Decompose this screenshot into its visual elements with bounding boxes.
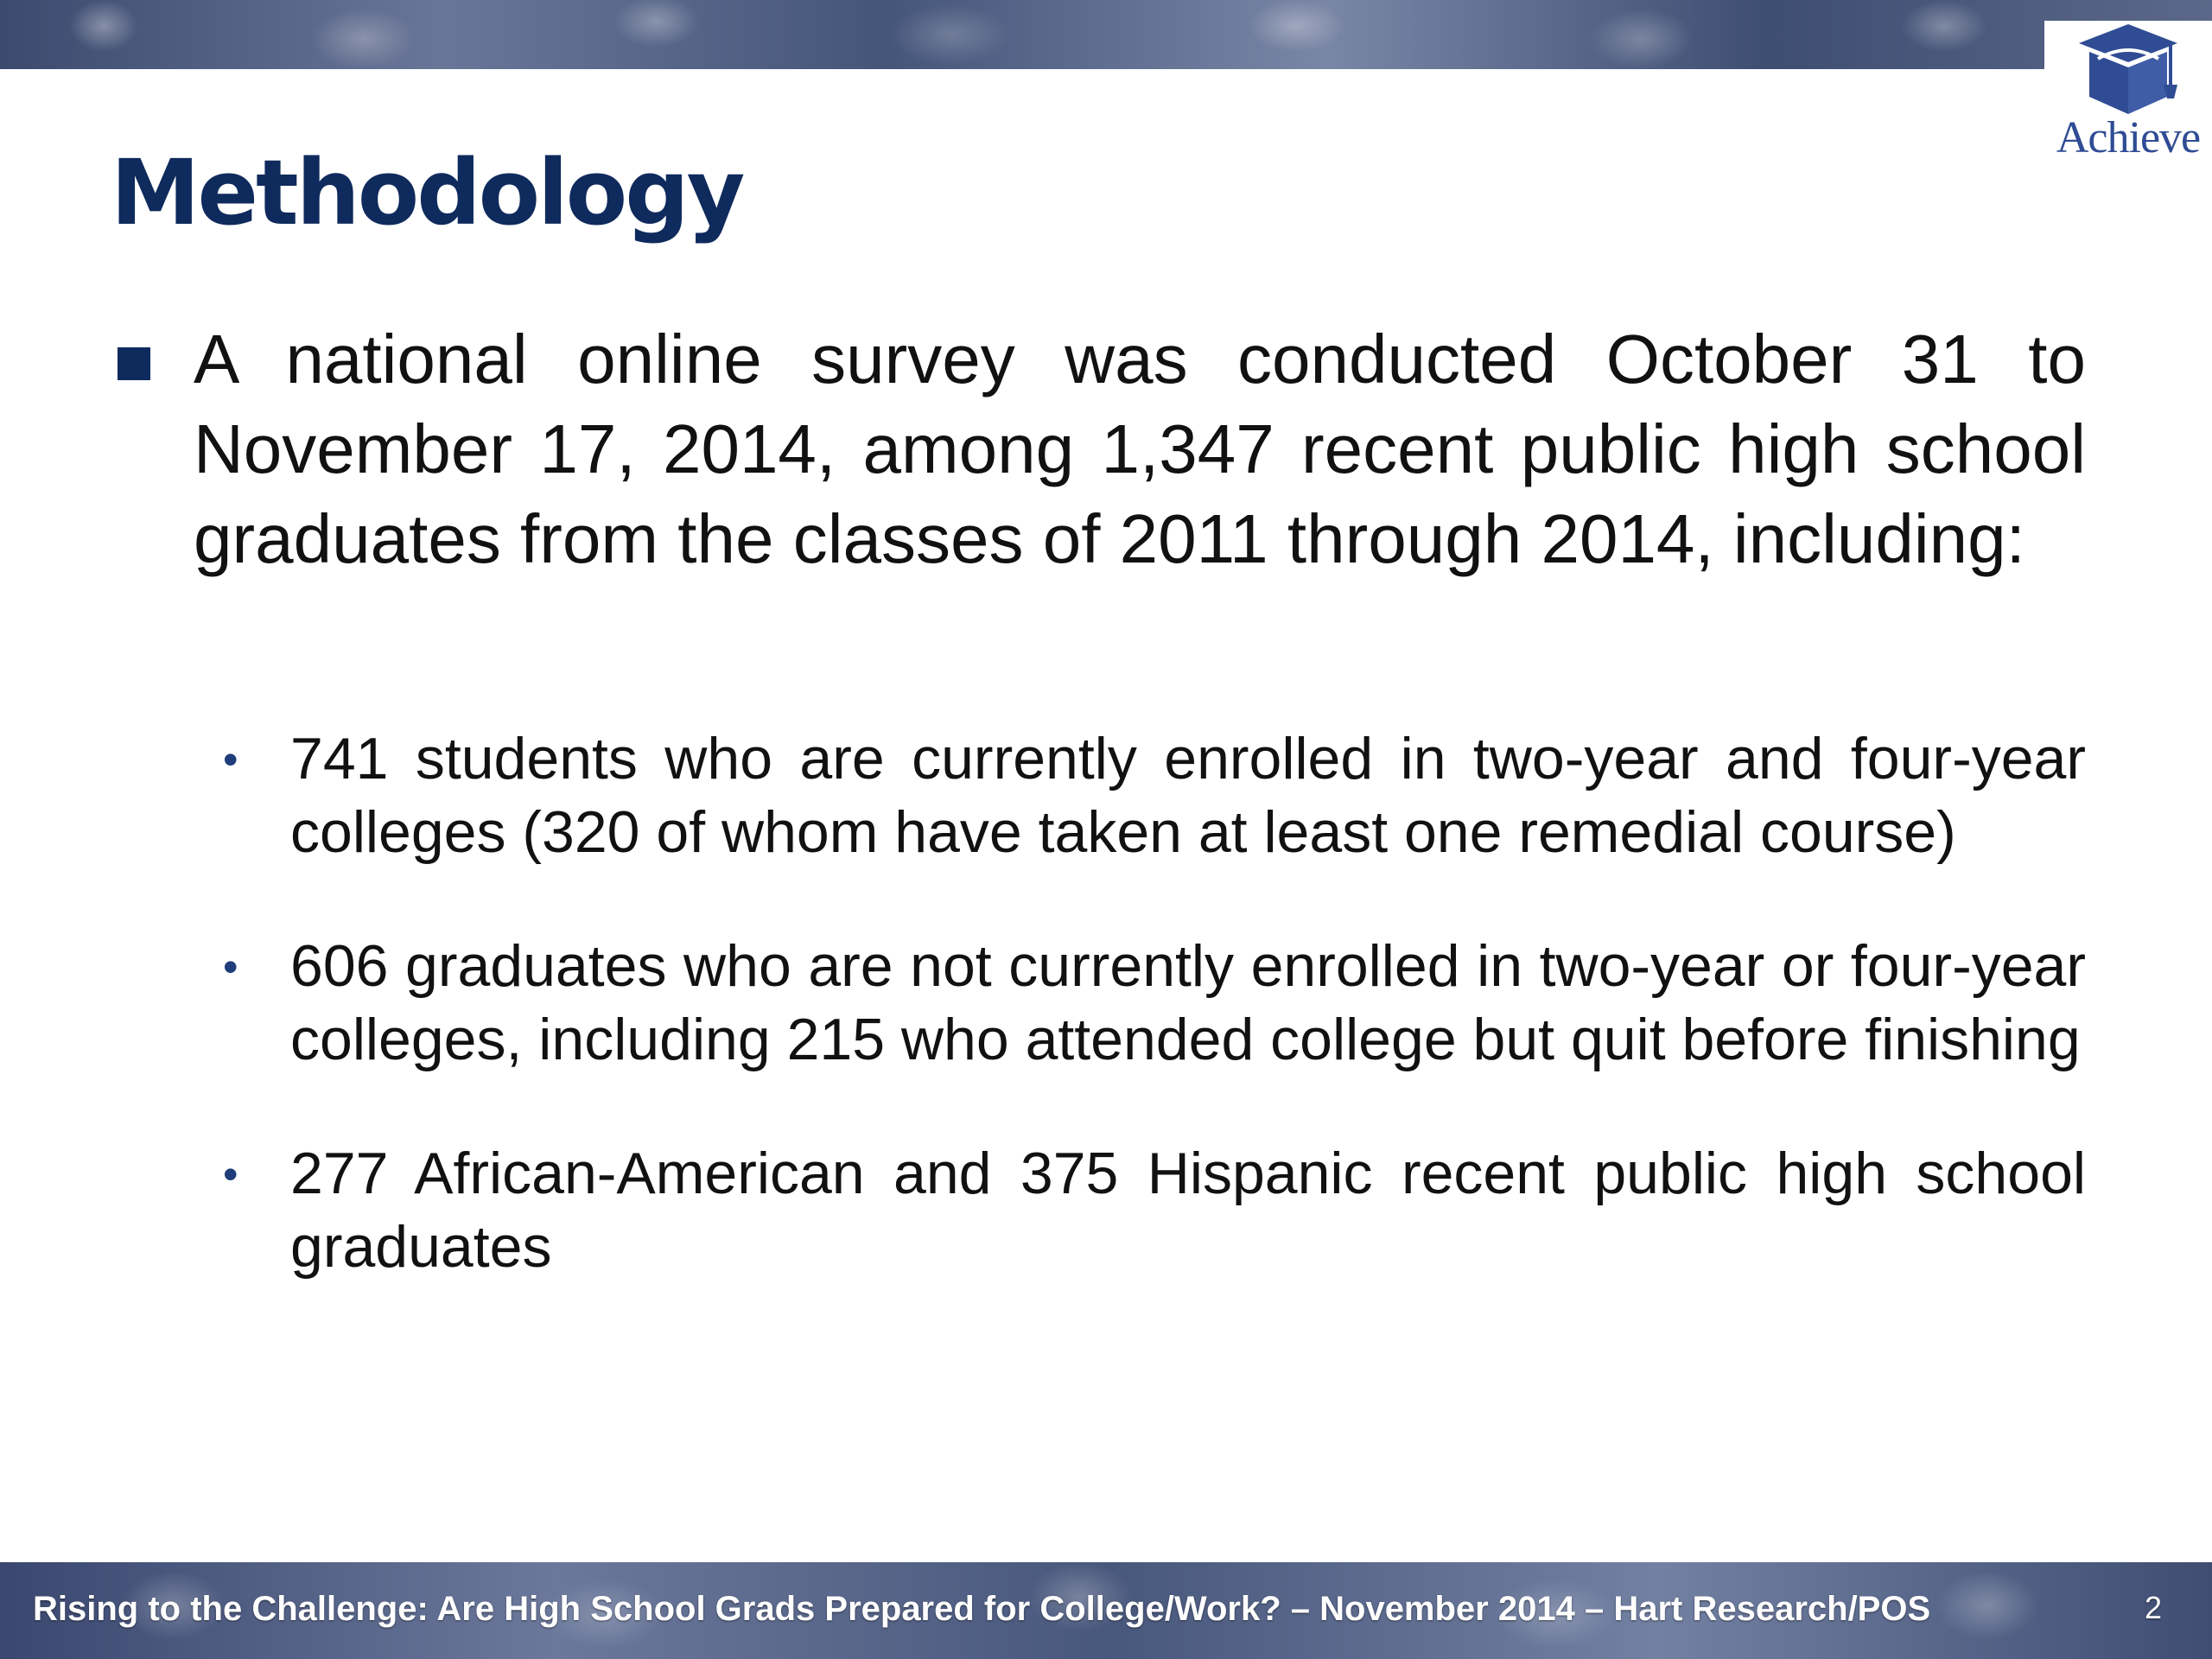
sub-bullet-list [218, 722, 2086, 1344]
bullet-dot-icon: • [223, 735, 238, 784]
list-item [218, 930, 2086, 1077]
list-item [218, 722, 2086, 869]
list-item [218, 1137, 2086, 1284]
bullet-dot-icon: • [223, 1150, 238, 1198]
sub-bullet-text: 277 African-American and 375 Hispanic recent public high school graduates [290, 1141, 2086, 1280]
graduation-cap-cube-icon [2072, 24, 2184, 114]
page-number: 2 [2145, 1590, 2163, 1625]
logo-text: Achieve [2056, 113, 2201, 162]
page-title: Methodology [111, 140, 743, 245]
footer-banner [0, 1562, 2212, 1659]
square-bullet-icon [118, 347, 150, 380]
main-bullet-text: A national online survey was conducted October 31 to November 17, 2014, among 1,347 recent public high school graduates from the classes of 2011 through 2014, including: [194, 321, 2086, 577]
achieve-logo [2044, 21, 2212, 162]
sub-bullet-text: 741 students who are currently enrolled in two-year and four-year colleges (320 of whom have taken at least one remedial course) [290, 726, 2086, 865]
footer-text: Rising to the Challenge: Are High School Grads Prepared for College/Work? – November 2014 – Hart Research/POS [33, 1590, 1931, 1628]
top-photo-banner [0, 0, 2212, 69]
sub-bullet-text: 606 graduates who are not currently enrolled in two-year or four-year colleges, including 215 who attended college but quit before finishing [290, 933, 2086, 1072]
bullet-dot-icon: • [223, 943, 238, 991]
